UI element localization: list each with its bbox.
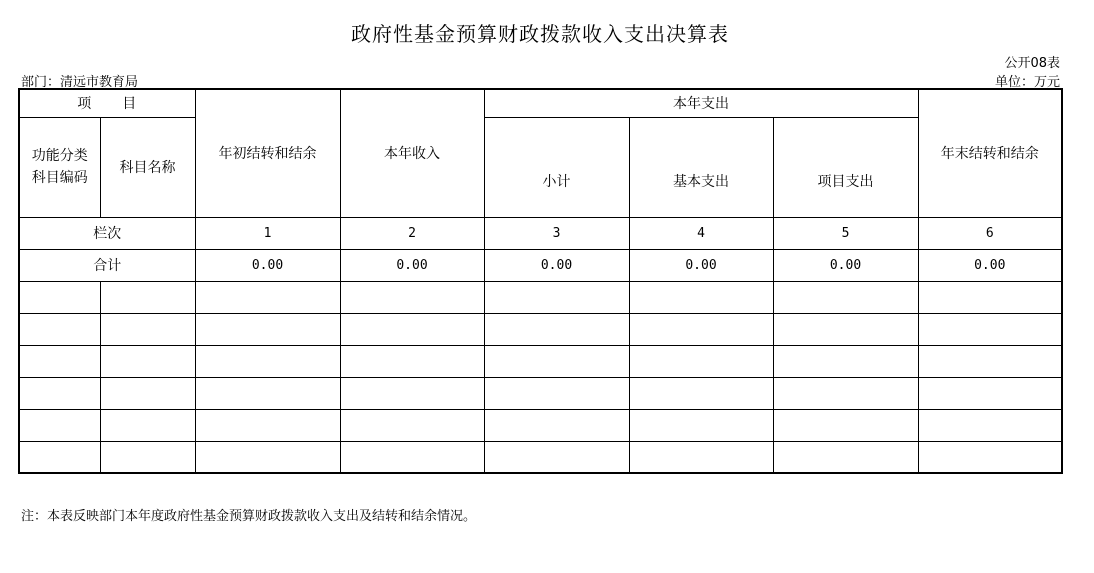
header-func-code [19, 117, 100, 217]
empty-cell [484, 313, 629, 345]
empty-cell [195, 345, 340, 377]
header-end-balance: 年末结转和结余 [918, 89, 1062, 217]
empty-cell [195, 409, 340, 441]
empty-cell [340, 377, 484, 409]
column-index-6: 6 [918, 217, 1062, 249]
empty-cell [918, 409, 1062, 441]
empty-cell [629, 409, 773, 441]
header-func-code-text: 功能分类 科目编码 [31, 148, 88, 186]
empty-cell [773, 281, 918, 313]
column-index-4: 4 [629, 217, 773, 249]
empty-cell [484, 441, 629, 473]
header-expense-group: 本年支出 [484, 89, 918, 117]
column-index-1: 1 [195, 217, 340, 249]
table-row [19, 313, 1062, 345]
total-subtotal: 0.00 [484, 249, 629, 281]
empty-cell [19, 409, 100, 441]
empty-cell [484, 345, 629, 377]
total-basic: 0.00 [629, 249, 773, 281]
header-subtotal: 小计 [484, 117, 629, 217]
form-number: 公开08表 [1004, 56, 1060, 71]
empty-cell [19, 313, 100, 345]
empty-cell [773, 313, 918, 345]
empty-cell [773, 441, 918, 473]
table-row [19, 345, 1062, 377]
empty-cell [918, 377, 1062, 409]
table-row [19, 441, 1062, 473]
empty-cell [100, 377, 195, 409]
table-row [19, 409, 1062, 441]
empty-cell [195, 377, 340, 409]
empty-cell [100, 281, 195, 313]
empty-cell [195, 441, 340, 473]
empty-cell [340, 281, 484, 313]
header-basic: 基本支出 [629, 117, 773, 217]
table-row [19, 281, 1062, 313]
empty-cell [340, 441, 484, 473]
empty-cell [100, 313, 195, 345]
empty-cell [19, 345, 100, 377]
empty-cell [629, 345, 773, 377]
header-income: 本年收入 [340, 89, 484, 217]
empty-cell [918, 313, 1062, 345]
empty-cell [484, 377, 629, 409]
page-title: 政府性基金预算财政拨款收入支出决算表 [351, 22, 729, 46]
empty-cell [19, 377, 100, 409]
total-income: 0.00 [340, 249, 484, 281]
total-end-balance: 0.00 [918, 249, 1062, 281]
empty-cell [19, 281, 100, 313]
header-project: 项目支出 [773, 117, 918, 217]
empty-cell [195, 313, 340, 345]
table-row [19, 377, 1062, 409]
empty-cell [100, 441, 195, 473]
empty-cell [340, 345, 484, 377]
empty-cell [629, 313, 773, 345]
empty-cell [629, 441, 773, 473]
header-item: 项 目 [19, 89, 195, 117]
header-subject-name: 科目名称 [100, 117, 195, 217]
empty-cell [195, 281, 340, 313]
empty-cell [629, 377, 773, 409]
empty-cell [773, 409, 918, 441]
total-label: 合计 [19, 249, 195, 281]
column-index-5: 5 [773, 217, 918, 249]
total-row [19, 249, 1062, 281]
total-begin-balance: 0.00 [195, 249, 340, 281]
empty-cell [100, 409, 195, 441]
empty-cell [484, 281, 629, 313]
empty-cell [773, 345, 918, 377]
footnote: 注：本表反映部门本年度政府性基金预算财政拨款收入支出及结转和结余情况。 [21, 509, 477, 524]
empty-cell [918, 281, 1062, 313]
empty-cell [100, 345, 195, 377]
empty-cell [484, 409, 629, 441]
report-table [18, 88, 1063, 474]
column-index-row [19, 217, 1062, 249]
empty-cell [19, 441, 100, 473]
column-index-3: 3 [484, 217, 629, 249]
empty-cell [918, 441, 1062, 473]
empty-cell [340, 409, 484, 441]
empty-cell [773, 377, 918, 409]
column-index-2: 2 [340, 217, 484, 249]
empty-cell [918, 345, 1062, 377]
header-begin-balance: 年初结转和结余 [195, 89, 340, 217]
department-label: 部门：清远市教育局 [21, 75, 139, 90]
column-index-label: 栏次 [19, 217, 195, 249]
empty-cell [629, 281, 773, 313]
total-project: 0.00 [773, 249, 918, 281]
unit-label: 单位：万元 [994, 75, 1060, 90]
empty-cell [340, 313, 484, 345]
